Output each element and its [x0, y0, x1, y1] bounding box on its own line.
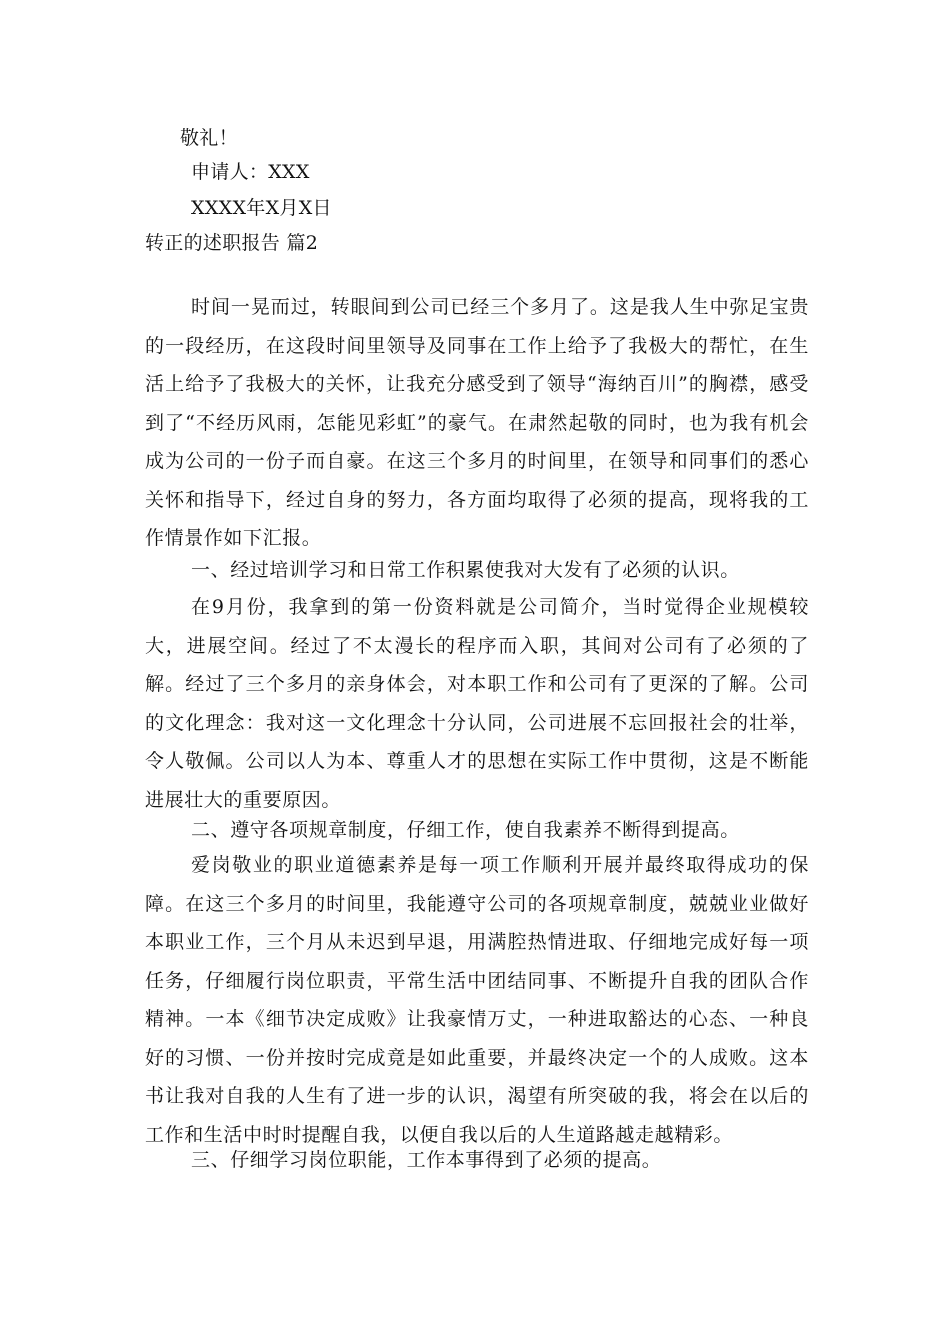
intro-paragraph: 时间一晃而过，转眼间到公司已经三个多月了。这是我人生中弥足宝贵的一段经历，在这段时间里领导及同事在工作上给予了我极大的帮忙，在生活上给予了我极大的关怀，让我充分感受到了领导“海纳百川”的胸襟，感受到了“不经历风雨，怎能见彩虹”的豪气。在肃然起敬的同时，也为我有机会成为公司的一份子而自豪。在这三个多月的时间里，在领导和同事们的悉心关怀和指导下，经过自身的努力，各方面均取得了必须的提高，现将我的工作情景作如下汇报。 [145, 296, 809, 549]
heading-3: 三、仔细学习岗位职能，工作本事得到了必须的提高。 [191, 1149, 662, 1171]
applicant-signature: 申请人：XXX [191, 161, 310, 183]
paragraph-1: 在9月份，我拿到的第一份资料就是公司简介，当时觉得企业规模较大，进展空间。经过了不太漫长的程序而入职，其间对公司有了必须的了解。经过了三个多月的亲身体会，对本职工作和公司有了更深的了解。公司的文化理念：我对这一文化理念十分认同，公司进展不忘回报社会的壮举，令人敬佩。公司以人为本、尊重人才的思想在实际工作中贯彻，这是不断能进展壮大的重要原因。 [145, 596, 809, 811]
heading-2: 二、遵守各项规章制度，仔细工作，使自我素养不断得到提高。 [191, 819, 740, 841]
section-title: 转正的述职报告 篇2 [145, 232, 319, 254]
letter-date: XXXX年X月X日 [191, 197, 332, 219]
heading-1: 一、经过培训学习和日常工作积累使我对大发有了必须的认识。 [191, 559, 740, 581]
letter-closing: 敬礼！ [180, 127, 238, 149]
paragraph-2: 爱岗敬业的职业道德素养是每一项工作顺利开展并最终取得成功的保障。在这三个多月的时间里，我能遵守公司的各项规章制度，兢兢业业做好本职业工作，三个月从未迟到早退，用满腔热情进取、仔细地完成好每一项任务，仔细履行岗位职责，平常生活中团结同事、不断提升自我的团队合作精神。一本《细节决定成败》让我豪情万丈，一种进取豁达的心态、一种良好的习惯、一份并按时完成竟是如此重要，并最终决定一个的人成败。这本书让我对自我的人生有了进一步的认识，渴望有所突破的我，将会在以后的工作和生活中时时提醒自我，以便自我以后的人生道路越走越精彩。 [145, 854, 809, 1146]
